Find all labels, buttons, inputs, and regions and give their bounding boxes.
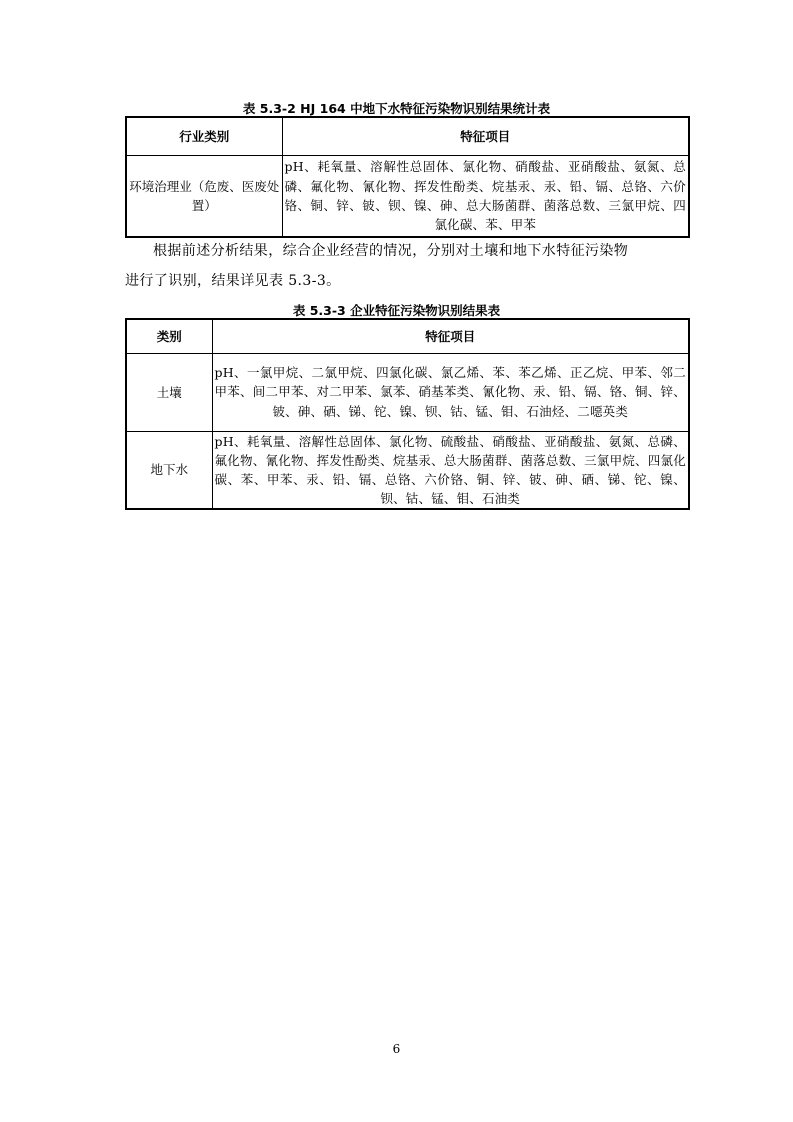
paragraph-line-2: 进行了识别，结果详见表 5.3-3。 [125,273,341,289]
table1-row-category: 环境治理业（危废、医废处置） [126,155,282,237]
table1 [125,116,690,238]
table2-row-soil-category: 土壤 [126,353,212,431]
table1-header-items: 特征项目 [282,117,689,155]
body-paragraph [125,236,688,296]
table1-caption: 表 5.3-2 HJ 164 中地下水特征污染物识别结果统计表 [242,101,551,116]
table2 [125,318,690,510]
table2-header-items: 特征项目 [212,319,689,353]
table1-header-category: 行业类别 [126,117,282,155]
paragraph-line-1: 根据前述分析结果，综合企业经营的情况，分别对土壤和地下水特征污染物 [153,243,629,259]
table1-row-items: pH、耗氧量、溶解性总固体、氯化物、硝酸盐、亚硝酸盐、氨氮、总磷、氟化物、氰化物、挥发性酚类、烷基汞、汞、铅、镉、总铬、六价铬、铜、锌、铍、钡、镍、砷、总大肠菌群、菌落总数、三氯甲烷、四氯化碳、苯、甲苯 [282,155,689,237]
table2-caption: 表 5.3-3 企业特征污染物识别结果表 [292,303,501,318]
table2-row-soil-items: pH、一氯甲烷、二氯甲烷、四氯化碳、氯乙烯、苯、苯乙烯、正乙烷、甲苯、邻二甲苯、间二甲苯、对二甲苯、氯苯、硝基苯类、氰化物、汞、铅、镉、铬、铜、锌、铍、砷、硒、锑、铊、镍、钡、钴、锰、钼、石油烃、二噁英类 [212,353,689,431]
table2-header-category: 类别 [126,319,212,353]
page-number: 6 [392,1042,401,1056]
table2-row-groundwater-items: pH、耗氧量、溶解性总固体、氯化物、硫酸盐、硝酸盐、亚硝酸盐、氨氮、总磷、氟化物、氰化物、挥发性酚类、烷基汞、总大肠菌群、菌落总数、三氯甲烷、四氯化碳、苯、甲苯、汞、铅、镉、总铬、六价铬、铜、锌、铍、砷、硒、锑、铊、镍、钡、钴、锰、钼、石油类 [212,431,689,509]
table2-row-groundwater-category: 地下水 [126,431,212,509]
